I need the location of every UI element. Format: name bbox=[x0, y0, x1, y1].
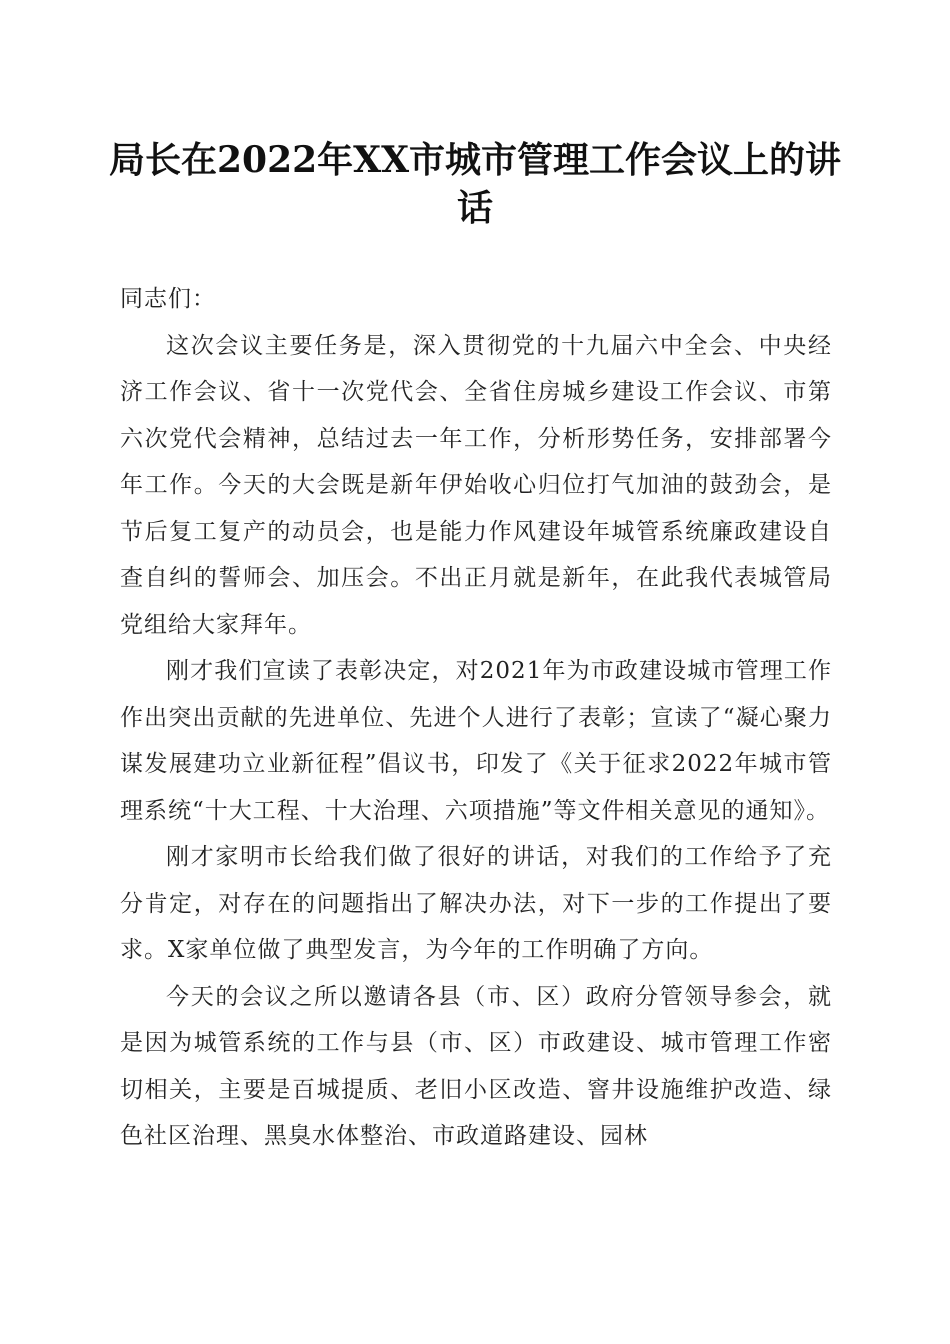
paragraph-2: 刚才我们宣读了表彰决定，对2021年为市政建设城市管理工作作出突出贡献的先进单位、先进个人进行了表彰；宣读了“凝心聚力谋发展建功立业新征程”倡议书，印发了《关于征求2022年城市管理系统“十大工程、十大治理、六项措施”等文件相关意见的通知》。 bbox=[120, 658, 832, 824]
salutation: 同志们： bbox=[120, 286, 216, 312]
paragraph-4: 今天的会议之所以邀请各县（市、区）政府分管领导参会，就是因为城管系统的工作与县（市、区）市政建设、城市管理工作密切相关，主要是百城提质、老旧小区改造、窨井设施维护改造、绿色社区治理、黑臭水体整治、市政道路建设、园林 bbox=[120, 983, 832, 1149]
document-title: 局长在2022年XX市城市管理工作会议上的讲话 bbox=[108, 139, 842, 229]
document-body bbox=[120, 276, 832, 1160]
paragraph-1: 这次会议主要任务是，深入贯彻党的十九届六中全会、中央经济工作会议、省十一次党代会、全省住房城乡建设工作会议、市第六次党代会精神，总结过去一年工作，分析形势任务，安排部署今年工作。今天的大会既是新年伊始收心归位打气加油的鼓劲会，是节后复工复产的动员会，也是能力作风建设年城管系统廉政建设自查自纠的誓师会、加压会。不出正月就是新年，在此我代表城管局党组给大家拜年。 bbox=[120, 332, 832, 638]
paragraph-3: 刚才家明市长给我们做了很好的讲话，对我们的工作给予了充分肯定，对存在的问题指出了解决办法，对下一步的工作提出了要求。X家单位做了典型发言，为今年的工作明确了方向。 bbox=[120, 844, 832, 963]
